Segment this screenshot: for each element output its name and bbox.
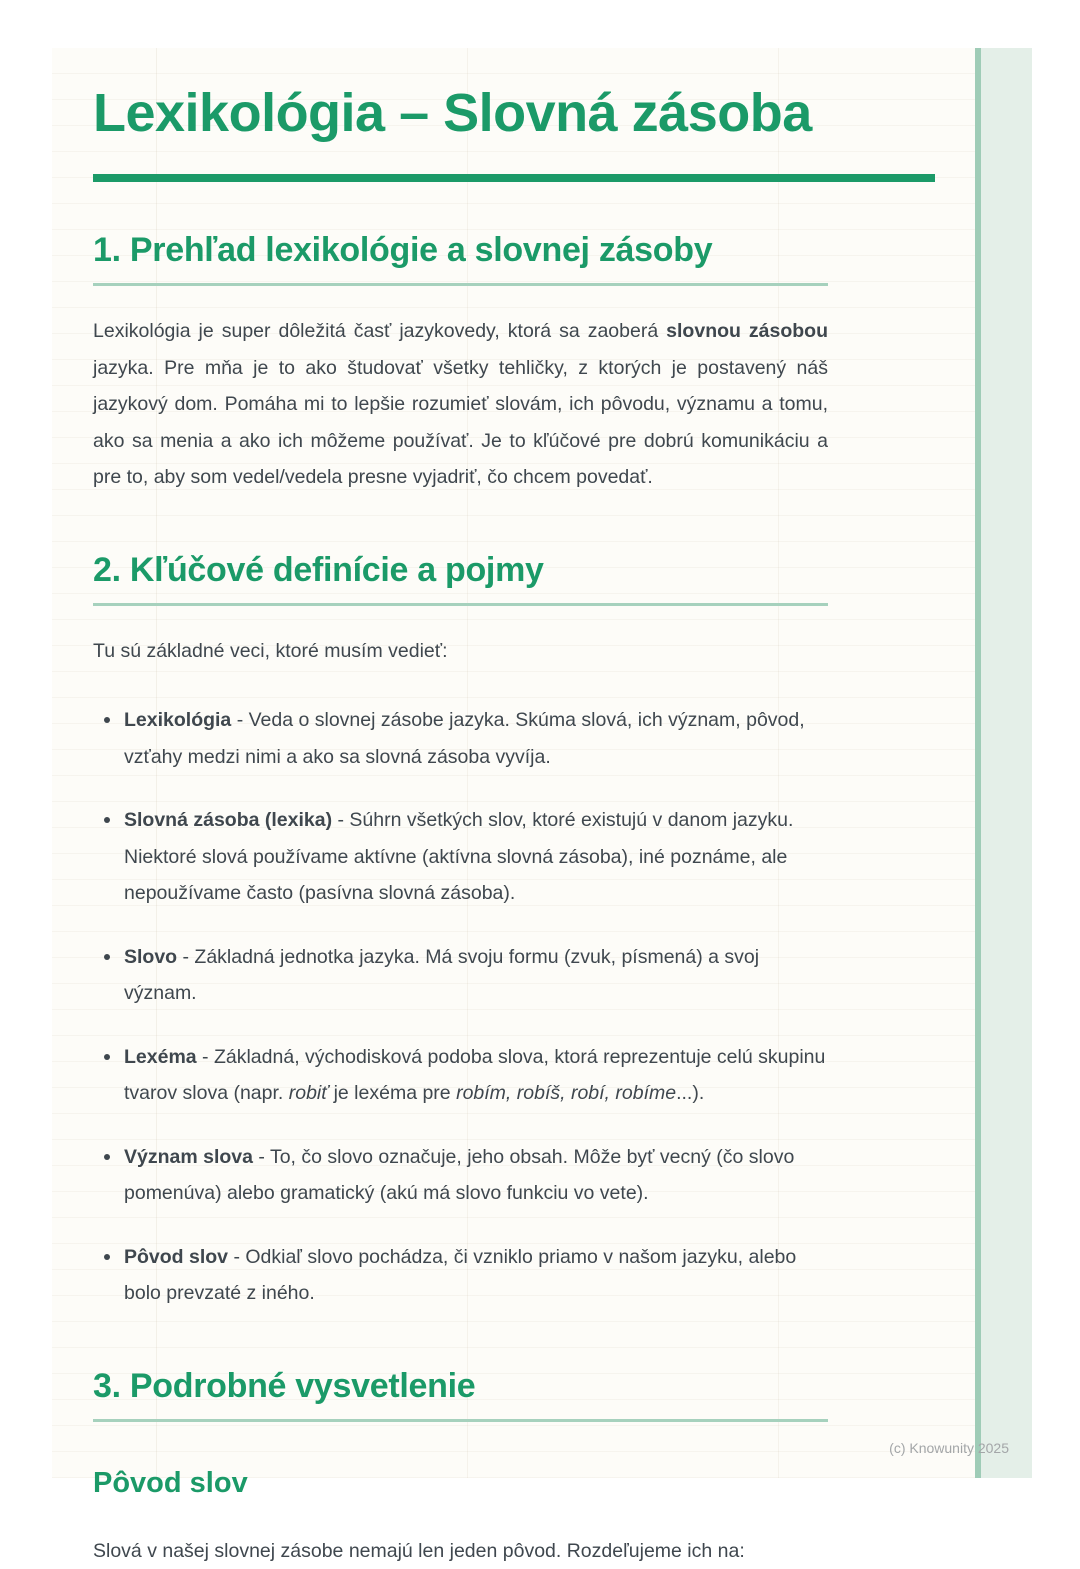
text-run: Lexéma [124, 1046, 197, 1068]
definition-item [93, 702, 828, 775]
section-heading-2: 2. Kľúčové definície a pojmy [93, 550, 925, 590]
text-run: - To, čo slovo označuje, jeho obsah. Môže byť vecný (čo slovo pomenúva) alebo gramatický (akú má slovo funkciu vo vete). [124, 1146, 794, 1205]
overview-paragraph [93, 313, 828, 496]
section-rule-2 [93, 603, 828, 606]
text-run: robím, robíš, robí, robíme [456, 1082, 676, 1104]
text-run: Význam slova [124, 1146, 253, 1168]
definitions-intro: Tu sú základné veci, ktoré musím vedieť: [93, 633, 828, 670]
section-rule-1 [93, 283, 828, 286]
text-run: Lexikológia je super dôležitá časť jazykovedy, ktorá sa zaoberá [93, 320, 666, 342]
text-run: slovnou zásobou [666, 320, 828, 342]
section-heading-1: 1. Prehľad lexikológie a slovnej zásoby [93, 230, 925, 270]
document-page [52, 48, 975, 1478]
definition-item [93, 1139, 828, 1212]
text-run: - Základná jednotka jazyka. Má svoju formu (zvuk, písmená) a svoj význam. [124, 946, 759, 1005]
title-rule [93, 174, 935, 182]
text-run: - Odkiaľ slovo pochádza, či vzniklo priamo v našom jazyku, alebo bolo prevzaté z iného. [124, 1246, 796, 1305]
text-run: - Veda o slovnej zásobe jazyka. Skúma slová, ich význam, pôvod, vzťahy medzi nimi a ako sa slovná zásoba vyvíja. [124, 709, 805, 768]
definition-item [93, 1039, 828, 1112]
text-run: robiť [289, 1082, 328, 1104]
subsection-heading-povod-slov: Pôvod slov [93, 1466, 925, 1500]
page-edge-accent-bar [975, 48, 1032, 1478]
text-run: jazyka. Pre mňa je to ako študovať všetky tehličky, z ktorých je postavený náš jazykový dom. Pomáha mi to lepšie rozumieť slovám, ich pôvodu, významu a tomu, ako sa menia a ako ich môžeme používať. Je to kľúčové pre dobrú komunikáciu a pre to, aby som vedel/vedela presne vyjadriť, čo chcem povedať. [93, 357, 828, 489]
text-run: - Základná, východisková podoba slova, ktorá reprezentuje celú skupinu tvarov slova (napr. [124, 1046, 825, 1105]
definition-item [93, 1239, 828, 1312]
copyright-note: (c) Knowunity 2025 [889, 1440, 1009, 1457]
text-run: - Súhrn všetkých slov, ktoré existujú v danom jazyku. Niektoré slová používame aktívne (aktívna slovná zásoba), iné poznáme, ale nepoužívame často (pasívna slovná zásoba). [124, 809, 793, 904]
text-run: je lexéma pre [328, 1082, 456, 1104]
text-run: ...). [676, 1082, 704, 1104]
text-run: Slovo [124, 946, 177, 968]
origin-paragraph: Slová v našej slovnej zásobe nemajú len jeden pôvod. Rozdeľujeme ich na: [93, 1533, 828, 1569]
text-run: Lexikológia [124, 709, 231, 731]
section-heading-3: 3. Podrobné vysvetlenie [93, 1366, 925, 1406]
definition-item [93, 939, 828, 1012]
text-run: Slovná zásoba (lexika) [124, 809, 332, 831]
definition-item [93, 802, 828, 912]
definitions-list [93, 702, 828, 1312]
section-rule-3 [93, 1419, 828, 1422]
text-run: Pôvod slov [124, 1246, 228, 1268]
page-title: Lexikológia – Slovná zásoba [93, 82, 925, 144]
